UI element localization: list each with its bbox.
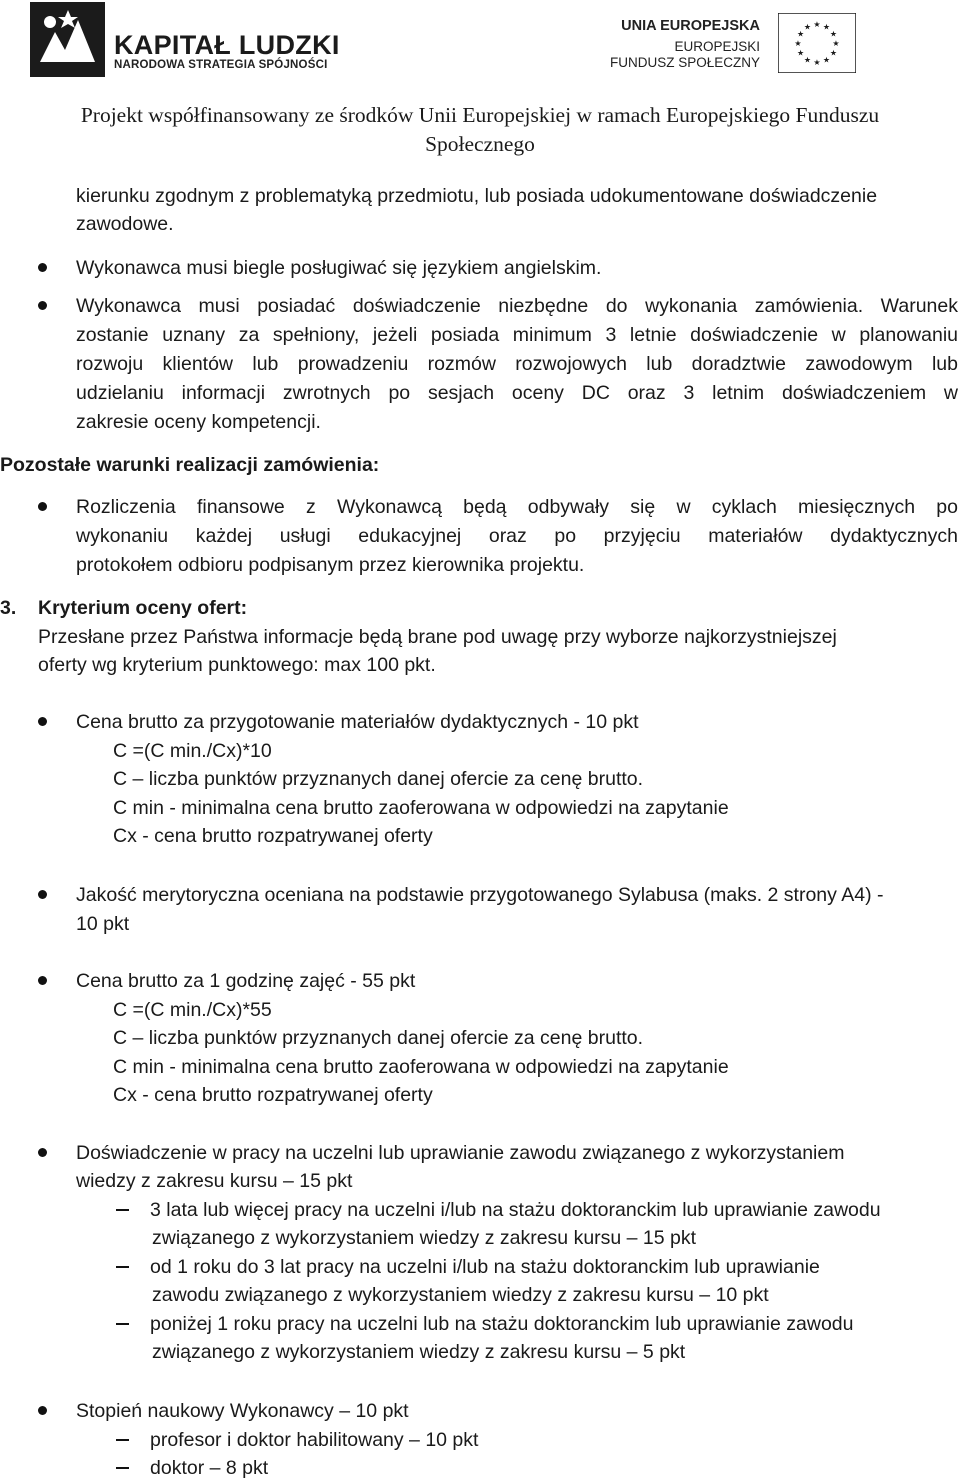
eu-star-icon: ★	[803, 22, 812, 32]
criterion-experience-title: wiedzy z zakresu kursu – 15 pkt	[76, 1170, 353, 1192]
dash-icon	[116, 1439, 129, 1441]
requirement-experience-line: zostanie uznany za spełniony, jeżeli posiada minimum 3 letnie doświadczenie w planowaniu	[76, 324, 958, 346]
bullet-icon	[38, 1406, 47, 1415]
criterion-definition: C – liczba punktów przyznanych danej ofercie za cenę brutto.	[113, 1027, 644, 1049]
degree-item: profesor i doktor habilitowany – 10 pkt	[150, 1429, 479, 1451]
dash-icon	[116, 1209, 129, 1211]
bullet-icon	[38, 502, 47, 511]
eu-fund-line2: FUNDUSZ SPOŁECZNY	[609, 55, 760, 70]
bullet-icon	[38, 890, 47, 899]
kapital-ludzki-logo-icon	[30, 2, 105, 77]
eu-star-icon: ★	[794, 39, 802, 48]
criterion-definition: C – liczba punktów przyznanych danej ofercie za cenę brutto.	[113, 768, 644, 790]
criterion-experience-title: Doświadczenie w pracy na uczelni lub uprawianie zawodu związanego z wykorzystaniem	[76, 1142, 845, 1164]
eu-star-icon: ★	[813, 58, 821, 67]
bullet-icon	[38, 263, 47, 272]
section-number: 3.	[0, 597, 17, 619]
criterion-definition: C min - minimalna cena brutto zaoferowana w odpowiedzi na zapytanie	[113, 797, 729, 819]
intro-line: kierunku zgodnym z problematyką przedmiotu, lub posiada udokumentowane doświadczenie	[76, 185, 878, 207]
bullet-icon	[38, 717, 47, 726]
eu-star-icon: ★	[803, 55, 812, 65]
criterion-definition: Cx - cena brutto rozpatrywanej oferty	[113, 825, 433, 847]
settlement-line: protokołem odbioru podpisanym przez kierownika projektu.	[76, 554, 585, 576]
kapital-ludzki-title: KAPITAŁ LUDZKI	[114, 30, 340, 60]
eu-title: UNIA EUROPEJSKA	[621, 18, 760, 34]
section-intro: oferty wg kryterium punktowego: max 100 pkt.	[38, 654, 436, 676]
experience-item-line: zawodu związanego z wykorzystaniem wiedzy z zakresu kursu – 10 pkt	[152, 1284, 769, 1306]
dash-icon	[116, 1266, 129, 1268]
criterion-formula: C =(C min./Cx)*55	[113, 999, 272, 1021]
settlement-line: wykonaniu każdej usługi edukacyjnej oraz po przyjęciu materiałów dydaktycznych	[76, 525, 958, 547]
kapital-ludzki-subtitle: NARODOWA STRATEGIA SPÓJNOŚCI	[114, 59, 328, 71]
criterion-quality-line: Jakość merytoryczna oceniana na podstawie przygotowanego Sylabusa (maks. 2 strony A4) -	[76, 884, 884, 906]
eu-flag-icon	[778, 13, 856, 73]
experience-item-line: od 1 roku do 3 lat pracy na uczelni i/lub na stażu doktoranckim lub uprawianie	[150, 1256, 820, 1278]
eu-fund-line1: EUROPEJSKI	[674, 39, 760, 54]
eu-star-icon: ★	[832, 39, 840, 48]
experience-item-line: poniżej 1 roku pracy na uczelni lub na stażu doktoranckim lub uprawianie zawodu	[150, 1313, 854, 1335]
eu-star-icon: ★	[796, 29, 805, 39]
criterion-degree-title: Stopień naukowy Wykonawcy – 10 pkt	[76, 1400, 409, 1422]
criterion-quality-line: 10 pkt	[76, 913, 130, 935]
requirement-experience-line: Wykonawca musi posiadać doświadczenie niezbędne do wykonania zamówienia. Warunek	[76, 295, 958, 317]
experience-item-line: związanego z wykorzystaniem wiedzy z zakresu kursu – 5 pkt	[152, 1341, 686, 1363]
bullet-icon	[38, 976, 47, 985]
settlement-line: Rozliczenia finansowe z Wykonawcą będą odbywały się w cyklach miesięcznych po	[76, 496, 958, 518]
eu-star-icon: ★	[822, 22, 831, 32]
experience-item-line: 3 lata lub więcej pracy na uczelni i/lub na stażu doktoranckim lub uprawianie zawodu	[150, 1199, 881, 1221]
degree-item: doktor – 8 pkt	[150, 1457, 269, 1479]
eu-star-icon: ★	[822, 55, 831, 65]
eu-star-icon: ★	[796, 48, 805, 58]
experience-item-line: związanego z wykorzystaniem wiedzy z zakresu kursu – 15 pkt	[152, 1227, 697, 1249]
requirement-english: Wykonawca musi biegle posługiwać się językiem angielskim.	[76, 257, 602, 279]
requirement-experience-line: zakresie oceny kompetencji.	[76, 411, 321, 433]
eu-star-icon: ★	[829, 48, 838, 58]
criterion-hour-title: Cena brutto za 1 godzinę zajęć - 55 pkt	[76, 970, 416, 992]
criterion-definition: Cx - cena brutto rozpatrywanej oferty	[113, 1084, 433, 1106]
dash-icon	[116, 1323, 129, 1325]
bullet-icon	[38, 301, 47, 310]
requirement-experience-line: rozwoju klientów lub prowadzeniu rozmów rozwojowych lub doradztwie zawodowym lub	[76, 353, 958, 375]
project-cofinancing-line-2: Społecznego	[425, 132, 535, 156]
criterion-materials-title: Cena brutto za przygotowanie materiałów dydaktycznych - 10 pkt	[76, 711, 639, 733]
section-intro: Przesłane przez Państwa informacje będą brane pod uwagę przy wyborze najkorzystniejszej	[38, 626, 837, 648]
bullet-icon	[38, 1148, 47, 1157]
criterion-definition: C min - minimalna cena brutto zaoferowana w odpowiedzi na zapytanie	[113, 1056, 729, 1078]
section-title: Kryterium oceny ofert:	[38, 597, 248, 619]
requirement-experience-line: udzielaniu informacji zwrotnych po sesjach oceny DC oraz 3 letnim doświadczeniem w	[76, 382, 958, 404]
eu-star-icon: ★	[829, 29, 838, 39]
dash-icon	[116, 1467, 129, 1469]
intro-line: zawodowe.	[76, 213, 174, 235]
header	[0, 0, 960, 160]
criterion-formula: C =(C min./Cx)*10	[113, 740, 272, 762]
other-conditions-heading: Pozostałe warunki realizacji zamówienia:	[0, 454, 380, 476]
project-cofinancing-line: Projekt współfinansowany ze środków Unii Europejskiej w ramach Europejskiego Funduszu	[80, 103, 880, 127]
eu-star-icon: ★	[813, 20, 821, 29]
